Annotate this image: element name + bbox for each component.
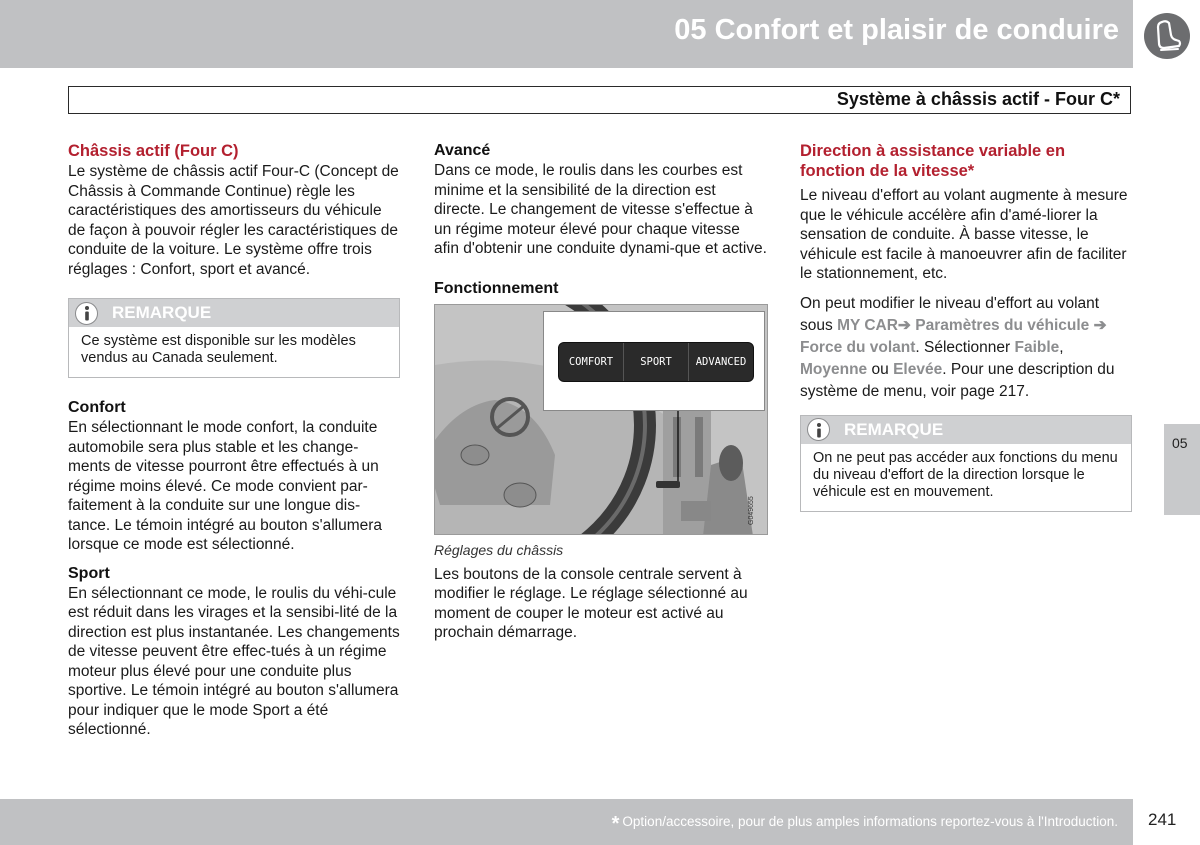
chapter-side-tab-label: 05 — [1172, 435, 1188, 451]
paragraph-sport: En sélectionnant ce mode, le roulis du véhi-cule est réduit dans les virages et la sensibi-lité de la direction est plus instantanée. Les changements de vitesse peuvent être effec-tués à un régime moteur plus élevé pour une conduite plus sportive. Le témoin intégré au bouton s'allumera pour indiquer que le mode Sport a été sélectionné. — [68, 584, 400, 738]
note-label: REMARQUE — [844, 419, 944, 439]
footnote-star: * — [611, 813, 620, 835]
select-text: . Sélectionner — [915, 338, 1011, 356]
note-text: On ne peut pas accéder aux fonctions du menu du niveau d'effort de la direction lorsque le véhicule est en mouvement. — [813, 449, 1118, 500]
chassis-button-row — [558, 342, 754, 382]
heading-chassis-actif: Châssis actif (Four C) — [68, 142, 239, 160]
advanced-button: ADVANCED — [695, 355, 747, 368]
section-title: Système à châssis actif - Four C* — [836, 89, 1120, 109]
chassis-figure — [434, 304, 768, 535]
column-right — [800, 141, 1132, 512]
footnote-text: Option/accessoire, pour de plus amples informations reportez-vous à l'Introduction. — [622, 814, 1118, 829]
option-low: Faible — [1014, 338, 1060, 356]
note-text: Ce système est disponible sur les modèles vendus au Canada seulement. — [81, 333, 356, 366]
footnote — [612, 813, 1118, 836]
comma: , — [1059, 338, 1064, 356]
note-label: REMARQUE — [112, 303, 212, 322]
paragraph-confort: En sélectionnant le mode confort, la conduite automobile sera plus stable et les change-ments de vitesse pourront être effectués à un régime moins élevé. Ce mode convient par-faitement à la conduite sur une longue dis-tance. Le témoin intégré au bouton s'allumera lorsque ce mode est sélectionné. — [68, 419, 383, 553]
page-number: 241 — [1148, 810, 1177, 829]
image-code: G049655 — [748, 495, 755, 525]
heading-confort: Confort — [68, 399, 126, 416]
section-bar — [68, 86, 1131, 114]
paragraph-avance: Dans ce mode, le roulis dans les courbes est minime et la sensibilité de la direction est directe. Le changement de vitesse s'effectue à un régime moteur élevé pour chaque vitesse afin d'obtenir une conduite dynami-que et active. — [434, 162, 767, 257]
paragraph-menu-path — [800, 293, 1132, 403]
paragraph-direction-intro: Le niveau d'effort au volant augmente à mesure que le véhicule accélère afin d'amé-liorer la sensation de conduite. À basse vitesse, le véhicule est facile à manoeuvrer afin de faciliter le stationnement, etc. — [800, 187, 1128, 282]
info-icon — [75, 302, 98, 325]
heading-avance: Avancé — [434, 142, 491, 159]
figure-caption: Réglages du châssis — [434, 541, 564, 558]
column-middle — [434, 141, 768, 643]
seat-icon — [1144, 13, 1190, 59]
menu-my-car: MY CAR — [837, 316, 898, 334]
note-box-speed — [800, 415, 1132, 512]
arrow-right-icon: ➔ — [1093, 316, 1107, 334]
note-header — [69, 299, 399, 327]
comfort-button: COMFORT — [559, 343, 624, 381]
menu-tail: . Pour une description du système de menu, voir page 217. — [800, 360, 1115, 400]
heading-direction: Direction à assistance variable en fonction de la vitesse* — [800, 142, 1066, 180]
option-medium: Moyenne — [800, 360, 868, 378]
heading-fonctionnement: Fonctionnement — [434, 279, 559, 297]
info-icon — [807, 418, 830, 441]
chapter-title: 05 Confort et plaisir de conduire — [674, 14, 1119, 46]
column-left — [68, 141, 400, 740]
console-zoom — [543, 311, 765, 411]
arrow-right-icon: ➔ — [897, 316, 911, 334]
note-header — [801, 416, 1131, 444]
menu-steering-force: Force du volant — [800, 338, 916, 356]
option-high: Elevée — [893, 360, 943, 378]
heading-sport: Sport — [68, 564, 110, 582]
paragraph-fonctionnement: Les boutons de la console centrale servent à modifier le réglage. Le réglage sélectionné au moment de couper le moteur est activé au prochain démarrage. — [434, 565, 748, 641]
note-box-canada — [68, 298, 400, 378]
menu-lead: On peut modifier le niveau d'effort au volant sous — [800, 294, 1100, 334]
sport-button: SPORT — [624, 343, 689, 381]
or-text: ou — [871, 360, 889, 378]
paragraph-intro: Le système de châssis actif Four-C (Concept de Châssis à Commande Continue) règle les caractéristiques des amortisseurs du véhicule de façon à pouvoir régler les caractéristiques de conduite de la voiture. Le système offre trois réglages : Confort, sport et avancé. — [68, 163, 399, 278]
menu-vehicle-settings: Paramètres du véhicule — [915, 316, 1090, 334]
